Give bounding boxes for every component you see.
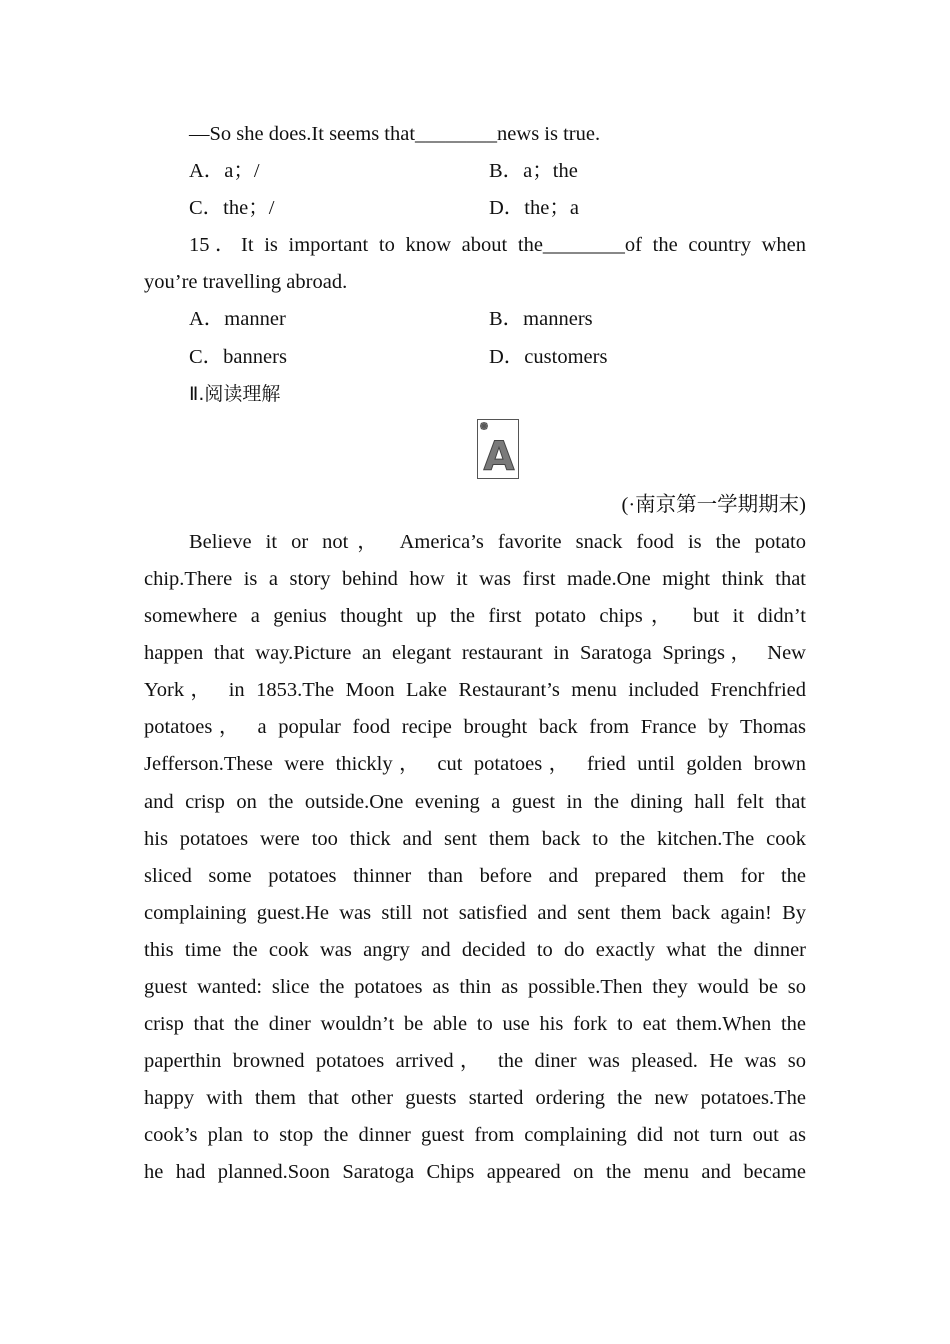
passage-line: somewhere a genius thought up the first potato chips， but it didn’t xyxy=(144,605,806,628)
passage-line: York， in 1853.The Moon Lake Restaurant’s menu included Frenchfried xyxy=(144,679,806,702)
passage-line: Jefferson.These were thickly， cut potatoes， fried until golden brown xyxy=(144,753,806,776)
question-14-options-row-2 xyxy=(144,190,806,227)
passage-line: he had planned.Soon Saratoga Chips appeared on the menu and became xyxy=(144,1161,806,1184)
document-page xyxy=(144,116,806,1192)
question-15 xyxy=(144,227,806,264)
passage-line: his potatoes were too thick and sent them back to the kitchen.The cook xyxy=(144,827,806,850)
passage-line: potatoes， a popular food recipe brought back from France by Thomas xyxy=(144,716,806,739)
option-d: D．the；a xyxy=(489,197,579,220)
passage-line: complaining guest.He was still not satisfied and sent them back again! By xyxy=(144,901,806,924)
question-15-options-row-1 xyxy=(144,301,806,338)
question-14-line: —So she does.It seems that________news is true. xyxy=(189,123,601,145)
passage-source: (·南京第一学期期末) xyxy=(621,493,806,516)
passage-line: sliced some potatoes thinner than before and prepared them for the xyxy=(144,864,806,887)
passage-line: guest wanted: slice the potatoes as thin as possible.Then they would be so xyxy=(144,975,806,998)
passage-body xyxy=(144,524,806,1192)
passage-line: paperthin browned potatoes arrived， the diner was pleased. He was so xyxy=(144,1050,806,1073)
question-15-line-2: you’re travelling abroad. xyxy=(144,271,348,294)
passage-line: this time the cook was angry and decided to do exactly what the dinner xyxy=(144,938,806,961)
section-heading: Ⅱ.阅读理解 xyxy=(189,382,281,405)
question-15-options-row-2 xyxy=(144,339,806,376)
passage-line: happy with them that other guests started ordering the new potatoes.The xyxy=(144,1087,806,1110)
passage-letter: A xyxy=(483,433,515,480)
passage-line: happen that way.Picture an elegant restaurant in Saratoga Springs， New xyxy=(144,642,806,665)
question-15-line-1: 15．It is important to know about the________of the country when xyxy=(189,234,806,257)
passage-line: Believe it or not， America’s favorite snack food is the potato xyxy=(189,530,806,553)
passage-line: crisp that the diner wouldn’t be able to use his fork to eat them.When the xyxy=(144,1013,806,1036)
passage-line: cook’s plan to stop the dinner guest from complaining did not turn out as xyxy=(144,1124,806,1147)
passage-line: and crisp on the outside.One evening a guest in the dining hall felt that xyxy=(144,790,806,813)
passage-line: chip.There is a story behind how it was first made.One might think that xyxy=(144,567,806,590)
option-d: D．customers xyxy=(489,345,608,368)
option-b: B．manners xyxy=(489,308,593,331)
option-a: A．manner xyxy=(189,308,286,331)
option-c: C．the；/ xyxy=(189,197,275,220)
passage-letter-row xyxy=(144,413,806,487)
option-b: B．a；the xyxy=(489,160,578,183)
option-a: A．a；/ xyxy=(189,160,260,183)
option-c: C．banners xyxy=(189,345,287,368)
passage-letter-icon xyxy=(477,419,519,479)
question-14-options-row-1 xyxy=(144,153,806,190)
